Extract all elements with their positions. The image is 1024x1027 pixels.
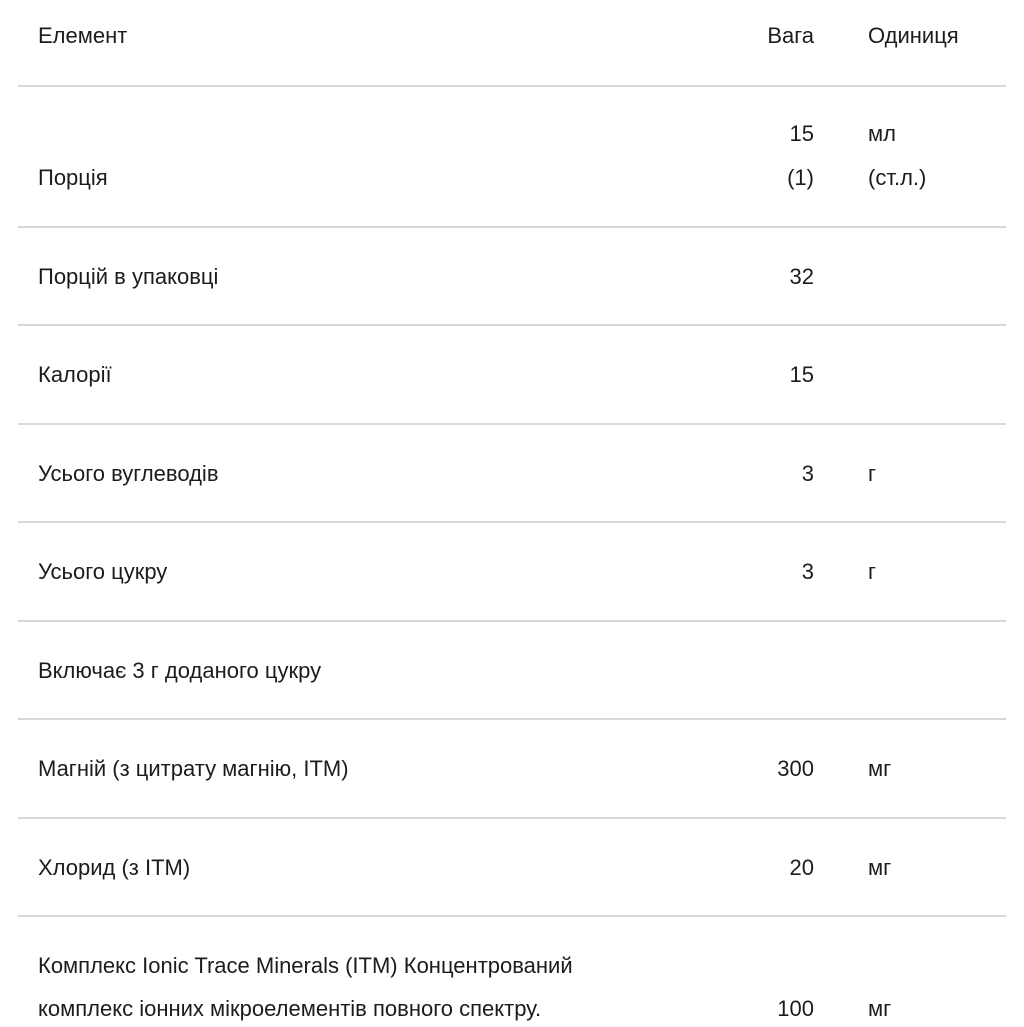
row-weight: 300: [777, 756, 814, 781]
header-unit: Одиниця: [868, 23, 959, 48]
row-element: Усього вуглеводів: [38, 461, 219, 486]
row-weight: 20: [789, 855, 814, 880]
header-weight: Вага: [767, 23, 814, 48]
row-unit-line1: мл: [868, 121, 896, 146]
row-weight-line1: 15: [789, 121, 814, 146]
row-element-line2: комплекс іонних мікроелементів повного спектру.: [38, 996, 542, 1021]
row-unit: г: [868, 461, 877, 486]
row-weight: 15: [789, 362, 814, 387]
table-header-row: [18, 0, 1006, 87]
row-element: Калорії: [38, 362, 112, 387]
table-row: [18, 87, 1006, 228]
nutrition-table: [18, 0, 1006, 1027]
table-row: [18, 326, 1006, 425]
row-element: Хлорид (з ITM): [38, 855, 191, 880]
row-unit-line2: (ст.л.): [868, 165, 927, 190]
row-unit: мг: [868, 855, 892, 880]
row-weight: 100: [777, 996, 814, 1021]
table-row: [18, 720, 1006, 819]
table-row: [18, 819, 1006, 917]
row-weight-line2: (1): [787, 165, 814, 190]
row-unit: мг: [868, 996, 892, 1021]
table-row: [18, 523, 1006, 622]
row-element: Порція: [38, 165, 108, 190]
row-weight: 32: [789, 264, 814, 289]
row-element: Включає 3 г доданого цукру: [38, 658, 322, 683]
table-row: [18, 425, 1006, 523]
table-row: [18, 917, 1006, 1027]
row-element: Магній (з цитрату магнію, ITM): [38, 756, 349, 781]
table-row: [18, 228, 1006, 326]
row-unit: г: [868, 559, 877, 584]
row-weight: 3: [801, 559, 814, 584]
row-element-line1: Комплекс Ionic Trace Minerals (ITM) Концентрований: [38, 953, 573, 978]
row-element: Порцій в упаковці: [38, 264, 219, 289]
row-weight: 3: [801, 461, 814, 486]
row-unit: мг: [868, 756, 892, 781]
row-element: Усього цукру: [38, 559, 168, 584]
table-row: [18, 622, 1006, 720]
header-element: Елемент: [38, 23, 128, 48]
